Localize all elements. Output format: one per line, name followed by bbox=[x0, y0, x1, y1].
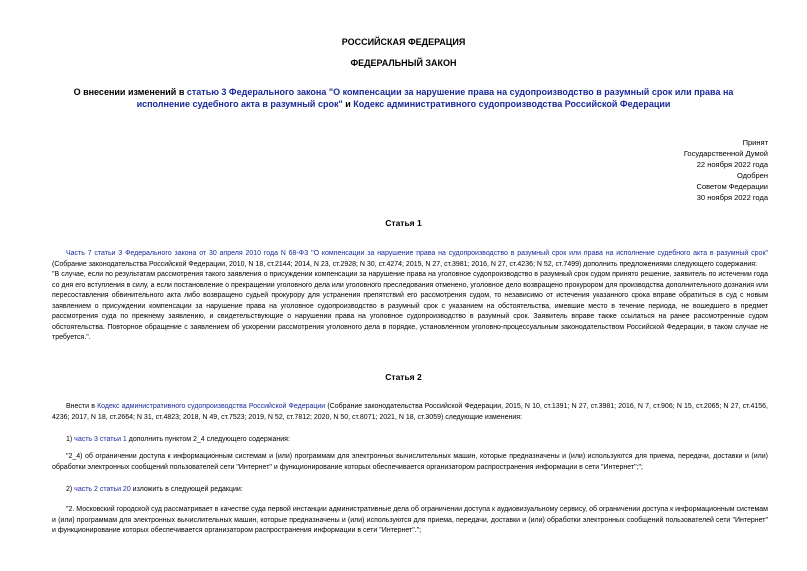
law-type-heading: ФЕДЕРАЛЬНЫЙ ЗАКОН bbox=[350, 58, 457, 68]
article-2-heading: Статья 2 bbox=[385, 372, 422, 382]
article-1-text: (Собрание законодательства Российской Федерации, 2010, N 18, ст.2144; 2014, N 23, ст.2928; N 30, ст.4274; 2015, N 27, ст.3981; 2016, N 27, ст.4236; N 52, ст.7499) дополнить предложениями следующего содержания: bbox=[52, 260, 757, 268]
item-1-text: дополнить пунктом 2_4 следующего содержания: bbox=[126, 436, 290, 443]
approval-line: Советом Федерации bbox=[696, 182, 768, 191]
adoption-line: Государственной Думой bbox=[683, 149, 768, 158]
item-2-text: изложить в следующей редакции: bbox=[130, 486, 243, 493]
article-2-intro bbox=[52, 402, 768, 423]
article-2-code-link[interactable]: Кодекс административного судопроизводства Российской Федерации bbox=[97, 403, 326, 410]
article-2-intro-prefix: Внести в bbox=[66, 403, 98, 410]
item-2 bbox=[52, 485, 768, 496]
item-1 bbox=[52, 435, 768, 446]
item-1-prefix: 1) bbox=[66, 436, 75, 443]
item-1-quote: "2_4) об ограничении доступа к информационным системам и (или) программам для электронных вычислительных машин, которые предназначены и (или) используются для приема, передачи, доставки и (или) обработки электронных сообщений пользователей сети "Интернет" и функционирование которых обеспечивается организатором распространения информации в сети "Интернет";"; bbox=[52, 453, 768, 471]
adoption-line: Принят bbox=[742, 138, 768, 147]
law-title bbox=[50, 86, 757, 110]
item-2-prefix: 2) bbox=[66, 486, 75, 493]
item-1-link[interactable]: часть 3 статьи 1 bbox=[74, 436, 127, 443]
article-1-heading: Статья 1 bbox=[385, 218, 422, 228]
adoption-block bbox=[684, 137, 768, 203]
article-1-paragraph bbox=[52, 249, 768, 270]
article-1-link[interactable]: Часть 7 статьи 3 Федерального закона от 30 апреля 2010 года N 68-ФЗ "О компенсации за нарушение права на судопроизводство в разумный срок или права на исполнение судебного акта в разумный срок" bbox=[66, 250, 768, 257]
article-1-quote: "В случае, если по результатам рассмотрения такого заявления о присуждении компенсации за нарушение права на уголовное судопроизводство в разумный срок судом принято решение, заявитель по истечении года со дня его вступления в силу, а если постановление о прекращении уголовного дела или уголовного преследования отменено, уголовное дело возвращено прокурором для производства дополнительного дознания или пересоставления обвинительного акта либо возвращено судьей прокурору для устранения препятствий его рассмотрения судом, то независимо от истечения указанного срока вправе обратиться в суд с новым заявлением о присуждении компенсации за нарушение права на уголовное судопроизводство в разумный срок с указанием на обстоятельства, имевшие место в течение периода, не вошедшего в предмет рассмотрения суда по прежнему заявлению, и свидетельствующие о нарушении права на уголовное судопроизводство в разумный срок. Заявитель вправе также ссылаться на ранее рассмотренные судом обстоятельства. Повторное обращение с заявлением об ускорении рассмотрения уголовного дела в порядке, установленном уголовно-процессуальным законодательством Российской Федерации, в таком случае не требуется.". bbox=[52, 271, 768, 341]
approval-line: Одобрен bbox=[737, 171, 768, 180]
approval-date: 30 ноября 2022 года bbox=[696, 193, 768, 202]
law-title-link[interactable]: статью 3 Федерального закона "О компенсации за нарушение права на судопроизводство в разумный срок или права на исполнение судебного акта в разумный срок" bbox=[136, 87, 734, 109]
item-2-link[interactable]: часть 2 статьи 20 bbox=[74, 486, 131, 493]
adoption-date: 22 ноября 2022 года bbox=[696, 160, 768, 169]
country-heading: РОССИЙСКАЯ ФЕДЕРАЦИЯ bbox=[341, 37, 466, 47]
article-2-intro-text: (Собрание законодательства Российской Федерации, 2015, N 10, ст.1391; N 27, ст.3981; 2016, N 7, ст.906; N 15, ст.2065; N 27, ст.4156, 4236; 2017, N 18, ст.2664; N 31, ст.4823; 2018, N 49, ст.7523; 2019, N 52, ст.7812; 2020, N 50, ст.8071; 2021, N 18, ст.3059) следующие изменения: bbox=[52, 403, 769, 421]
law-title-prefix: О внесении изменений в bbox=[73, 87, 187, 97]
law-title-link-2[interactable]: Кодекс административного судопроизводства Российской Федерации bbox=[353, 99, 671, 109]
law-title-middle: и bbox=[342, 99, 354, 109]
item-2-quote: "2. Московский городской суд рассматривает в качестве суда первой инстанции административные дела об ограничении доступа к аудиовизуальному сервису, об ограничении доступа к информационным системам и (или) программам для электронных вычислительных машин, которые предназначены и (или) используются для приема, передачи, доставки и (или) обработки электронных сообщений пользователей сети "Интернет" и функционирование которых обеспечивается организатором распространения информации в сети "Интернет"."; bbox=[52, 506, 768, 534]
